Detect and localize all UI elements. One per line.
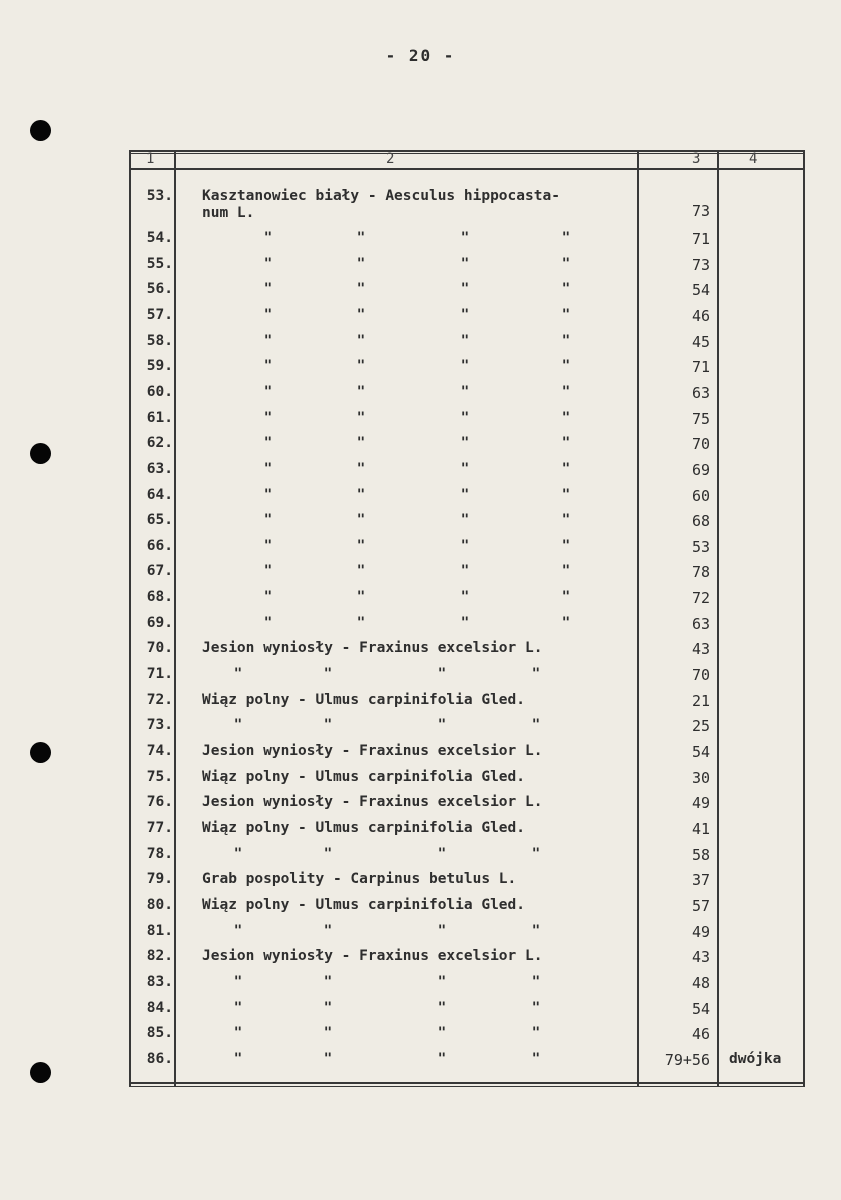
table-row <box>0 996 841 1022</box>
row-number: 74. <box>146 743 173 759</box>
species-name: Wiąz polny - Ulmus carpinifolia Gled. <box>202 896 526 913</box>
value-cell: 54 <box>691 743 710 761</box>
column-header-4: 4 <box>749 151 758 167</box>
table-row <box>0 867 841 893</box>
ditto-mark: " <box>233 845 243 862</box>
ditto-mark: " <box>356 435 366 452</box>
table-row <box>0 790 841 816</box>
ditto-mark: " <box>437 973 447 990</box>
column-header-3: 3 <box>692 151 701 167</box>
ditto-mark: " <box>460 614 470 631</box>
value-cell: 69 <box>691 460 710 479</box>
ditto-mark: " <box>460 486 470 503</box>
ditto-mark: " <box>356 460 366 477</box>
table-row <box>0 508 841 534</box>
value-cell: 63 <box>691 383 710 402</box>
ditto-mark: " <box>561 358 571 375</box>
row-number: 79. <box>146 871 173 888</box>
ditto-mark: " <box>356 486 366 503</box>
ditto-mark: " <box>233 999 243 1016</box>
table-row <box>0 380 841 406</box>
row-number: 77. <box>146 819 173 836</box>
ditto-mark: " <box>531 845 541 862</box>
table-row <box>0 252 841 278</box>
ditto-mark: " <box>460 589 470 606</box>
ditto-mark: " <box>233 1025 243 1042</box>
table-row <box>0 713 841 739</box>
row-number: 71. <box>146 666 173 683</box>
species-name: Kasztanowiec biały - Aesculus hippocasta- <box>202 188 560 204</box>
value-cell: 78 <box>691 563 710 582</box>
row-number: 59. <box>146 358 173 375</box>
ditto-mark: " <box>437 666 447 683</box>
row-number: 70. <box>146 640 173 657</box>
table-row <box>0 816 841 842</box>
table-row <box>0 842 841 868</box>
ditto-mark: " <box>460 563 470 580</box>
ditto-mark: " <box>531 1025 541 1042</box>
row-number: 53. <box>146 188 173 204</box>
ditto-mark: " <box>531 922 541 939</box>
ditto-mark: " <box>323 973 333 990</box>
ditto-mark: " <box>561 589 571 606</box>
value-cell: 30 <box>691 768 710 787</box>
value-cell: 68 <box>691 512 710 531</box>
table-row <box>0 483 841 509</box>
ditto-mark: " <box>233 1050 243 1067</box>
ditto-mark: " <box>233 666 243 683</box>
ditto-mark: " <box>263 486 273 503</box>
ditto-mark: " <box>531 999 541 1016</box>
ditto-mark: " <box>356 230 366 246</box>
value-cell: 53 <box>691 537 710 556</box>
row-number: 62. <box>146 435 173 452</box>
table-row <box>0 534 841 560</box>
row-number: 54. <box>146 230 173 246</box>
table-row <box>0 688 841 714</box>
row-number: 69. <box>146 614 173 631</box>
value-cell: 57 <box>691 896 710 915</box>
ditto-mark: " <box>233 922 243 939</box>
ditto-mark: " <box>323 922 333 939</box>
ditto-mark: " <box>263 589 273 606</box>
row-number: 64. <box>146 486 173 503</box>
value-cell: 48 <box>691 973 710 992</box>
ditto-mark: " <box>531 1050 541 1067</box>
ditto-mark: " <box>356 537 366 554</box>
row-number: 73. <box>146 717 173 734</box>
value-cell: 54 <box>691 999 710 1018</box>
ditto-mark: " <box>263 358 273 375</box>
table-row <box>0 354 841 380</box>
ditto-mark: " <box>437 717 447 734</box>
row-number: 72. <box>146 691 173 708</box>
table-row <box>0 893 841 919</box>
ditto-mark: " <box>561 255 571 272</box>
species-name: Grab pospolity - Carpinus betulus L. <box>202 871 517 888</box>
ditto-mark: " <box>561 383 571 400</box>
ditto-mark: " <box>460 306 470 323</box>
ditto-mark: " <box>323 1025 333 1042</box>
value-cell: 25 <box>691 717 710 736</box>
ditto-mark: " <box>233 717 243 734</box>
ditto-mark: " <box>460 537 470 554</box>
row-number: 67. <box>146 563 173 580</box>
row-number: 68. <box>146 589 173 606</box>
row-number: 84. <box>146 999 173 1016</box>
row-number: 78. <box>146 845 173 862</box>
ditto-mark: " <box>263 281 273 298</box>
value-cell: 49 <box>691 794 710 813</box>
column-header-2: 2 <box>386 151 395 167</box>
ditto-mark: " <box>437 845 447 862</box>
ditto-mark: " <box>437 1050 447 1067</box>
value-cell: 37 <box>691 871 710 890</box>
ditto-mark: " <box>263 614 273 631</box>
row-number: 82. <box>146 948 173 965</box>
ditto-mark: " <box>263 230 273 246</box>
value-cell: 73 <box>691 202 710 220</box>
ditto-mark: " <box>356 614 366 631</box>
ditto-mark: " <box>561 614 571 631</box>
ditto-mark: " <box>356 281 366 298</box>
value-cell: 45 <box>691 332 710 351</box>
species-name: Wiąz polny - Ulmus carpinifolia Gled. <box>202 768 526 785</box>
row-number: 76. <box>146 794 173 811</box>
ditto-mark: " <box>263 306 273 323</box>
table-row <box>0 457 841 483</box>
species-name: Jesion wyniosły - Fraxinus excelsior L. <box>202 794 543 811</box>
ditto-mark: " <box>561 460 571 477</box>
row-number: 86. <box>146 1050 173 1067</box>
table-row <box>0 559 841 585</box>
value-cell: 21 <box>691 691 710 710</box>
row-number: 55. <box>146 255 173 272</box>
ditto-mark: " <box>531 666 541 683</box>
species-name: Wiąz polny - Ulmus carpinifolia Gled. <box>202 819 526 836</box>
ditto-mark: " <box>263 409 273 426</box>
ditto-mark: " <box>460 255 470 272</box>
row-number: 75. <box>146 768 173 785</box>
row-number: 61. <box>146 409 173 426</box>
ditto-mark: " <box>356 589 366 606</box>
ditto-mark: " <box>561 486 571 503</box>
ditto-mark: " <box>323 1050 333 1067</box>
ditto-mark: " <box>263 460 273 477</box>
row-number: 60. <box>146 383 173 400</box>
ditto-mark: " <box>561 281 571 298</box>
table-row <box>0 919 841 945</box>
value-cell: 70 <box>691 666 710 685</box>
table-row <box>0 585 841 611</box>
value-cell: 46 <box>691 306 710 325</box>
value-cell: 70 <box>691 435 710 454</box>
row-number: 56. <box>146 281 173 298</box>
ditto-mark: " <box>356 255 366 272</box>
row-number: 58. <box>146 332 173 349</box>
ditto-mark: " <box>323 845 333 862</box>
ditto-mark: " <box>323 999 333 1016</box>
ditto-mark: " <box>356 409 366 426</box>
row-number: 83. <box>146 973 173 990</box>
value-cell: 54 <box>691 281 710 300</box>
ditto-mark: " <box>460 383 470 400</box>
value-cell: 46 <box>691 1025 710 1044</box>
table-row <box>0 944 841 970</box>
value-cell: 43 <box>691 640 710 659</box>
species-name: Wiąz polny - Ulmus carpinifolia Gled. <box>202 691 526 708</box>
ditto-mark: " <box>263 537 273 554</box>
ditto-mark: " <box>561 306 571 323</box>
ditto-mark: " <box>460 332 470 349</box>
ditto-mark: " <box>323 717 333 734</box>
table-row <box>0 303 841 329</box>
ditto-mark: " <box>356 563 366 580</box>
ditto-mark: " <box>263 435 273 452</box>
ditto-mark: " <box>356 306 366 323</box>
table-row <box>0 406 841 432</box>
ditto-mark: " <box>460 281 470 298</box>
value-cell: 60 <box>691 486 710 505</box>
ditto-mark: " <box>263 332 273 349</box>
ditto-mark: " <box>460 409 470 426</box>
value-cell: 49 <box>691 922 710 941</box>
ditto-mark: " <box>437 1025 447 1042</box>
ditto-mark: " <box>460 435 470 452</box>
value-cell: 72 <box>691 589 710 608</box>
ditto-mark: " <box>263 563 273 580</box>
value-cell: 63 <box>691 614 710 633</box>
page-number: - 20 - <box>385 46 456 65</box>
row-number: 63. <box>146 460 173 477</box>
row-number: 66. <box>146 537 173 554</box>
value-cell: 71 <box>691 358 710 377</box>
row-number: 81. <box>146 922 173 939</box>
row-number: 85. <box>146 1025 173 1042</box>
ditto-mark: " <box>356 332 366 349</box>
table-row <box>0 611 841 637</box>
table-row <box>0 184 841 221</box>
table-row <box>0 739 841 765</box>
ditto-mark: " <box>460 460 470 477</box>
table-row <box>0 765 841 791</box>
ditto-mark: " <box>561 435 571 452</box>
ditto-mark: " <box>531 973 541 990</box>
note-cell: dwójka <box>729 1050 782 1067</box>
species-name: Jesion wyniosły - Fraxinus excelsior L. <box>202 743 543 759</box>
ditto-mark: " <box>531 717 541 734</box>
ditto-mark: " <box>437 999 447 1016</box>
value-cell: 75 <box>691 409 710 428</box>
ditto-mark: " <box>356 358 366 375</box>
ditto-mark: " <box>263 512 273 529</box>
species-name: Jesion wyniosły - Fraxinus excelsior L. <box>202 640 543 657</box>
value-cell: 71 <box>691 230 710 248</box>
value-cell: 73 <box>691 255 710 274</box>
column-header-1: 1 <box>146 151 155 167</box>
ditto-mark: " <box>437 922 447 939</box>
ditto-mark: " <box>561 332 571 349</box>
value-cell: 79+56 <box>664 1050 710 1069</box>
table-row <box>0 636 841 662</box>
ditto-mark: " <box>460 512 470 529</box>
row-number: 80. <box>146 896 173 913</box>
ditto-mark: " <box>356 383 366 400</box>
table-row <box>0 662 841 688</box>
ditto-mark: " <box>561 230 571 246</box>
table-row <box>0 970 841 996</box>
table-row <box>0 277 841 303</box>
table-row <box>0 1047 841 1073</box>
ditto-mark: " <box>561 512 571 529</box>
ditto-mark: " <box>561 409 571 426</box>
binder-hole <box>30 120 51 141</box>
table-row <box>0 226 841 252</box>
ditto-mark: " <box>460 358 470 375</box>
value-cell: 43 <box>691 948 710 967</box>
ditto-mark: " <box>233 973 243 990</box>
table-row <box>0 329 841 355</box>
species-name-continued: num L. <box>202 205 255 221</box>
row-number: 65. <box>146 512 173 529</box>
table-row <box>0 431 841 457</box>
table-row <box>0 1021 841 1047</box>
row-number: 57. <box>146 306 173 323</box>
ditto-mark: " <box>263 383 273 400</box>
ditto-mark: " <box>356 512 366 529</box>
ditto-mark: " <box>263 255 273 272</box>
value-cell: 58 <box>691 845 710 864</box>
species-name: Jesion wyniosły - Fraxinus excelsior L. <box>202 948 543 965</box>
ditto-mark: " <box>460 230 470 246</box>
value-cell: 41 <box>691 819 710 838</box>
ditto-mark: " <box>561 563 571 580</box>
ditto-mark: " <box>561 537 571 554</box>
ditto-mark: " <box>323 666 333 683</box>
